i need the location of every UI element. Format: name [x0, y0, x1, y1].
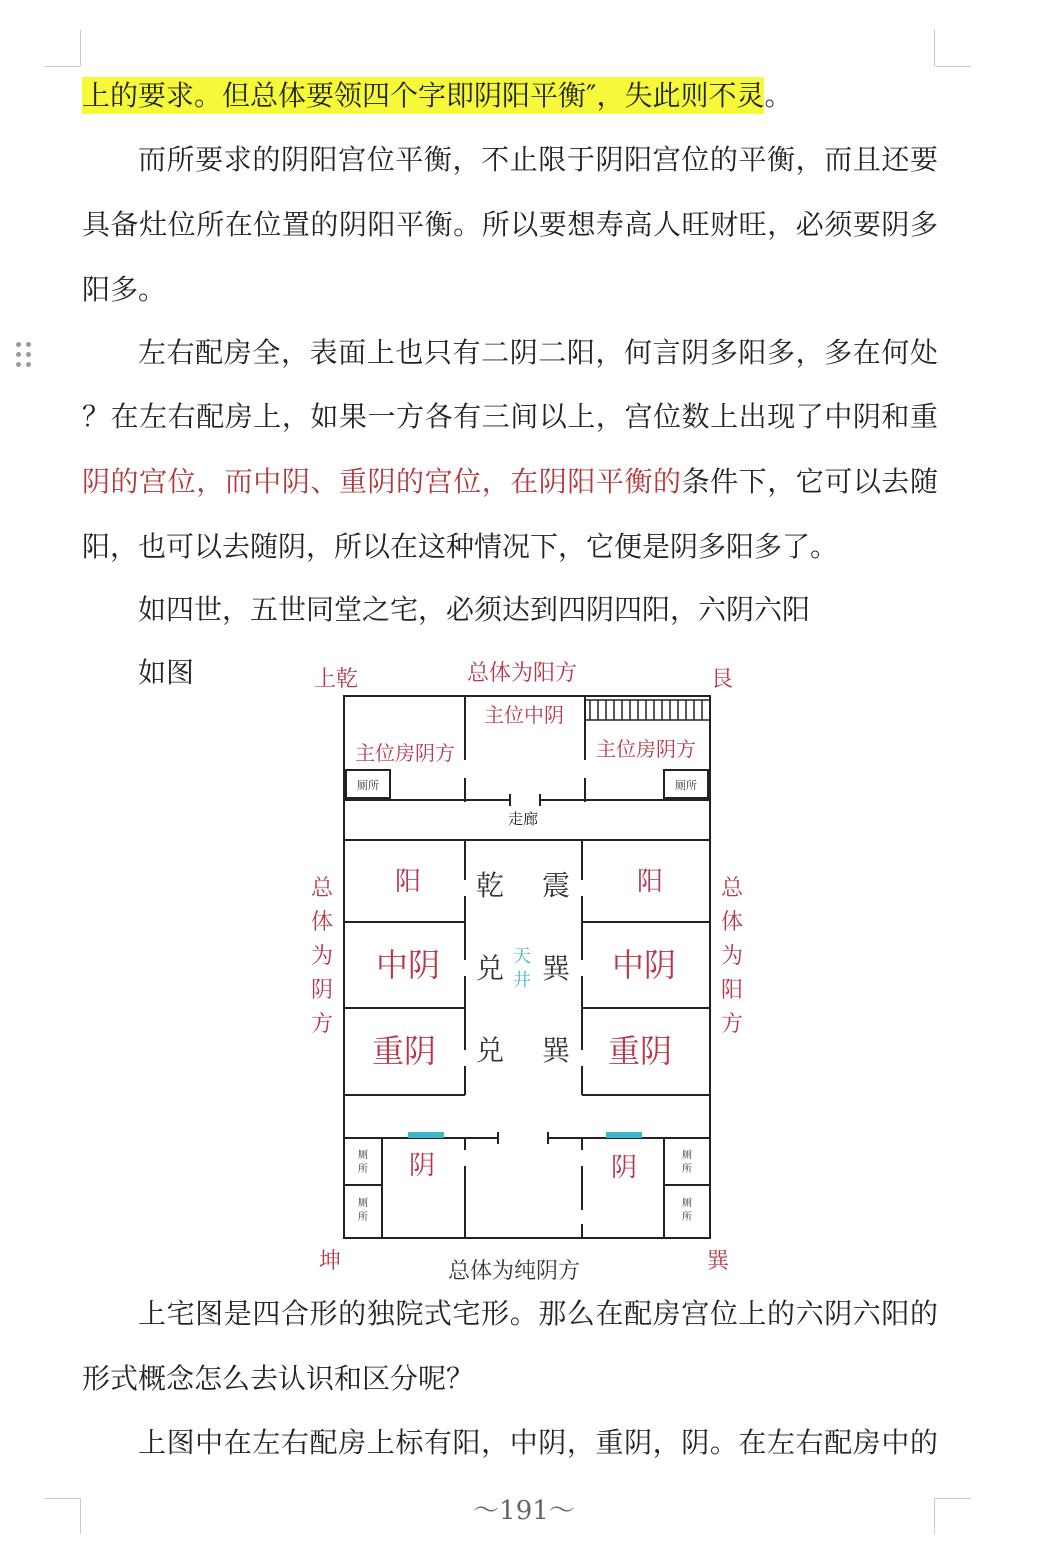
left-chongyin-label: 重阴	[371, 1032, 437, 1070]
crop-mark	[935, 66, 971, 67]
text-line: 上宅图是四合形的独院式宅形。那么在配房宫位上的六阴六阳的	[138, 1297, 938, 1330]
text-line: ？在左右配房上，如果一方各有三间以上，宫位数上出现了中阴和重	[82, 400, 938, 433]
toilet-char: 厕	[682, 1198, 692, 1209]
trigram-dui: 兑	[475, 952, 505, 985]
tianjing-char: 天	[513, 946, 531, 967]
corridor-label: 走廊	[507, 810, 539, 828]
left-side-label	[311, 876, 334, 1037]
left-yang-label: 阳	[394, 867, 422, 897]
tianjing-char: 井	[513, 970, 531, 991]
text-line: 具备灶位所在位置的阴阳平衡。所以要想寿高人旺财旺，必须要阴多	[82, 208, 938, 241]
drag-handle-icon[interactable]	[14, 340, 34, 370]
trigram-qian: 乾	[475, 869, 505, 902]
right-side-char: 阳	[720, 978, 744, 1003]
right-side-char: 方	[720, 1012, 744, 1037]
main-left-label: 主位房阴方	[355, 741, 455, 765]
crop-mark	[44, 66, 80, 67]
text-line: 阴的宫位，而中阴、重阴的宫位，在阴阳平衡的条件下，它可以去随	[82, 465, 938, 498]
main-right-label: 主位房阴方	[596, 737, 696, 761]
right-side-label	[721, 876, 744, 1037]
right-side-char: 总	[720, 876, 744, 901]
left-zhongyin-label: 中阴	[375, 946, 441, 984]
trigram-xun-lower: 巽	[541, 1034, 571, 1067]
text-line: 上的要求。但总体要领四个字即阴阳平衡″，失此则不灵。	[82, 79, 793, 112]
right-chongyin-label: 重阴	[607, 1032, 673, 1070]
red-text: 阴的宫位，而中阴、重阴的宫位，在阴阳平衡的	[82, 465, 682, 498]
house-layout-diagram	[290, 650, 770, 1300]
toilet-char: 所	[358, 1164, 368, 1175]
right-zhongyin-label: 中阴	[611, 946, 677, 984]
toilet-char: 所	[358, 1212, 368, 1223]
left-side-char: 体	[310, 910, 334, 935]
right-yang-label: 阳	[636, 867, 664, 897]
text-line: 如图	[138, 656, 195, 689]
top-direction-label: 总体为阳方	[466, 661, 578, 686]
toilet-char: 厕	[358, 1150, 368, 1161]
text-line: 阳多。	[82, 273, 167, 306]
crop-mark	[934, 30, 935, 66]
right-side-char: 体	[720, 910, 744, 935]
left-side-char: 总	[310, 876, 334, 901]
corner-label-br: 巽	[706, 1249, 730, 1274]
text-line: 如四世，五世同堂之宅，必须达到四阴四阳，六阴六阳	[138, 593, 811, 626]
toilet-char: 所	[682, 1212, 692, 1223]
text-line: 阳，也可以去随阴，所以在这种情况下，它便是阴多阳多了。	[82, 530, 839, 563]
text-line: 上图中在左右配房上标有阳，中阴，重阴，阴。在左右配房中的	[138, 1426, 938, 1459]
left-side-char: 为	[310, 944, 334, 969]
tianjing-label	[513, 946, 531, 991]
text-line: 形式概念怎么去认识和区分呢？	[82, 1362, 475, 1395]
trigram-zhen: 震	[541, 869, 571, 902]
text-line: 左右配房全，表面上也只有二阴二阳，何言阴多阳多，多在何处	[138, 336, 938, 369]
toilet-char: 所	[682, 1164, 692, 1175]
bottom-right-yin-label: 阴	[610, 1153, 638, 1183]
text-line: 而所要求的阴阳宫位平衡，不止限于阴阳宫位的平衡，而且还要	[138, 143, 938, 176]
bottom-direction-label: 总体为纯阴方	[447, 1259, 581, 1284]
left-side-char: 方	[310, 1012, 334, 1037]
trigram-dui-lower: 兑	[475, 1034, 505, 1067]
corner-label-bl: 坤	[318, 1249, 342, 1274]
toilet-char: 厕	[682, 1150, 692, 1161]
trigram-xun: 巽	[541, 952, 571, 985]
toilet-char: 厕	[358, 1198, 368, 1209]
highlighted-text: 上的要求。但总体要领四个字即阴阳平衡″，失此则不灵	[82, 79, 765, 112]
corner-label-tr: 艮	[710, 667, 734, 692]
left-side-char: 阴	[310, 978, 334, 1003]
toilet-label: 厕所	[357, 779, 379, 792]
right-side-char: 为	[720, 944, 744, 969]
corner-label-tl: 上乾	[313, 667, 359, 692]
crop-mark	[80, 30, 81, 66]
toilet-label: 厕所	[675, 779, 697, 792]
bottom-left-yin-label: 阴	[408, 1151, 436, 1181]
main-center-label: 主位中阴	[484, 703, 564, 727]
page-number: ～191～	[473, 1496, 575, 1526]
